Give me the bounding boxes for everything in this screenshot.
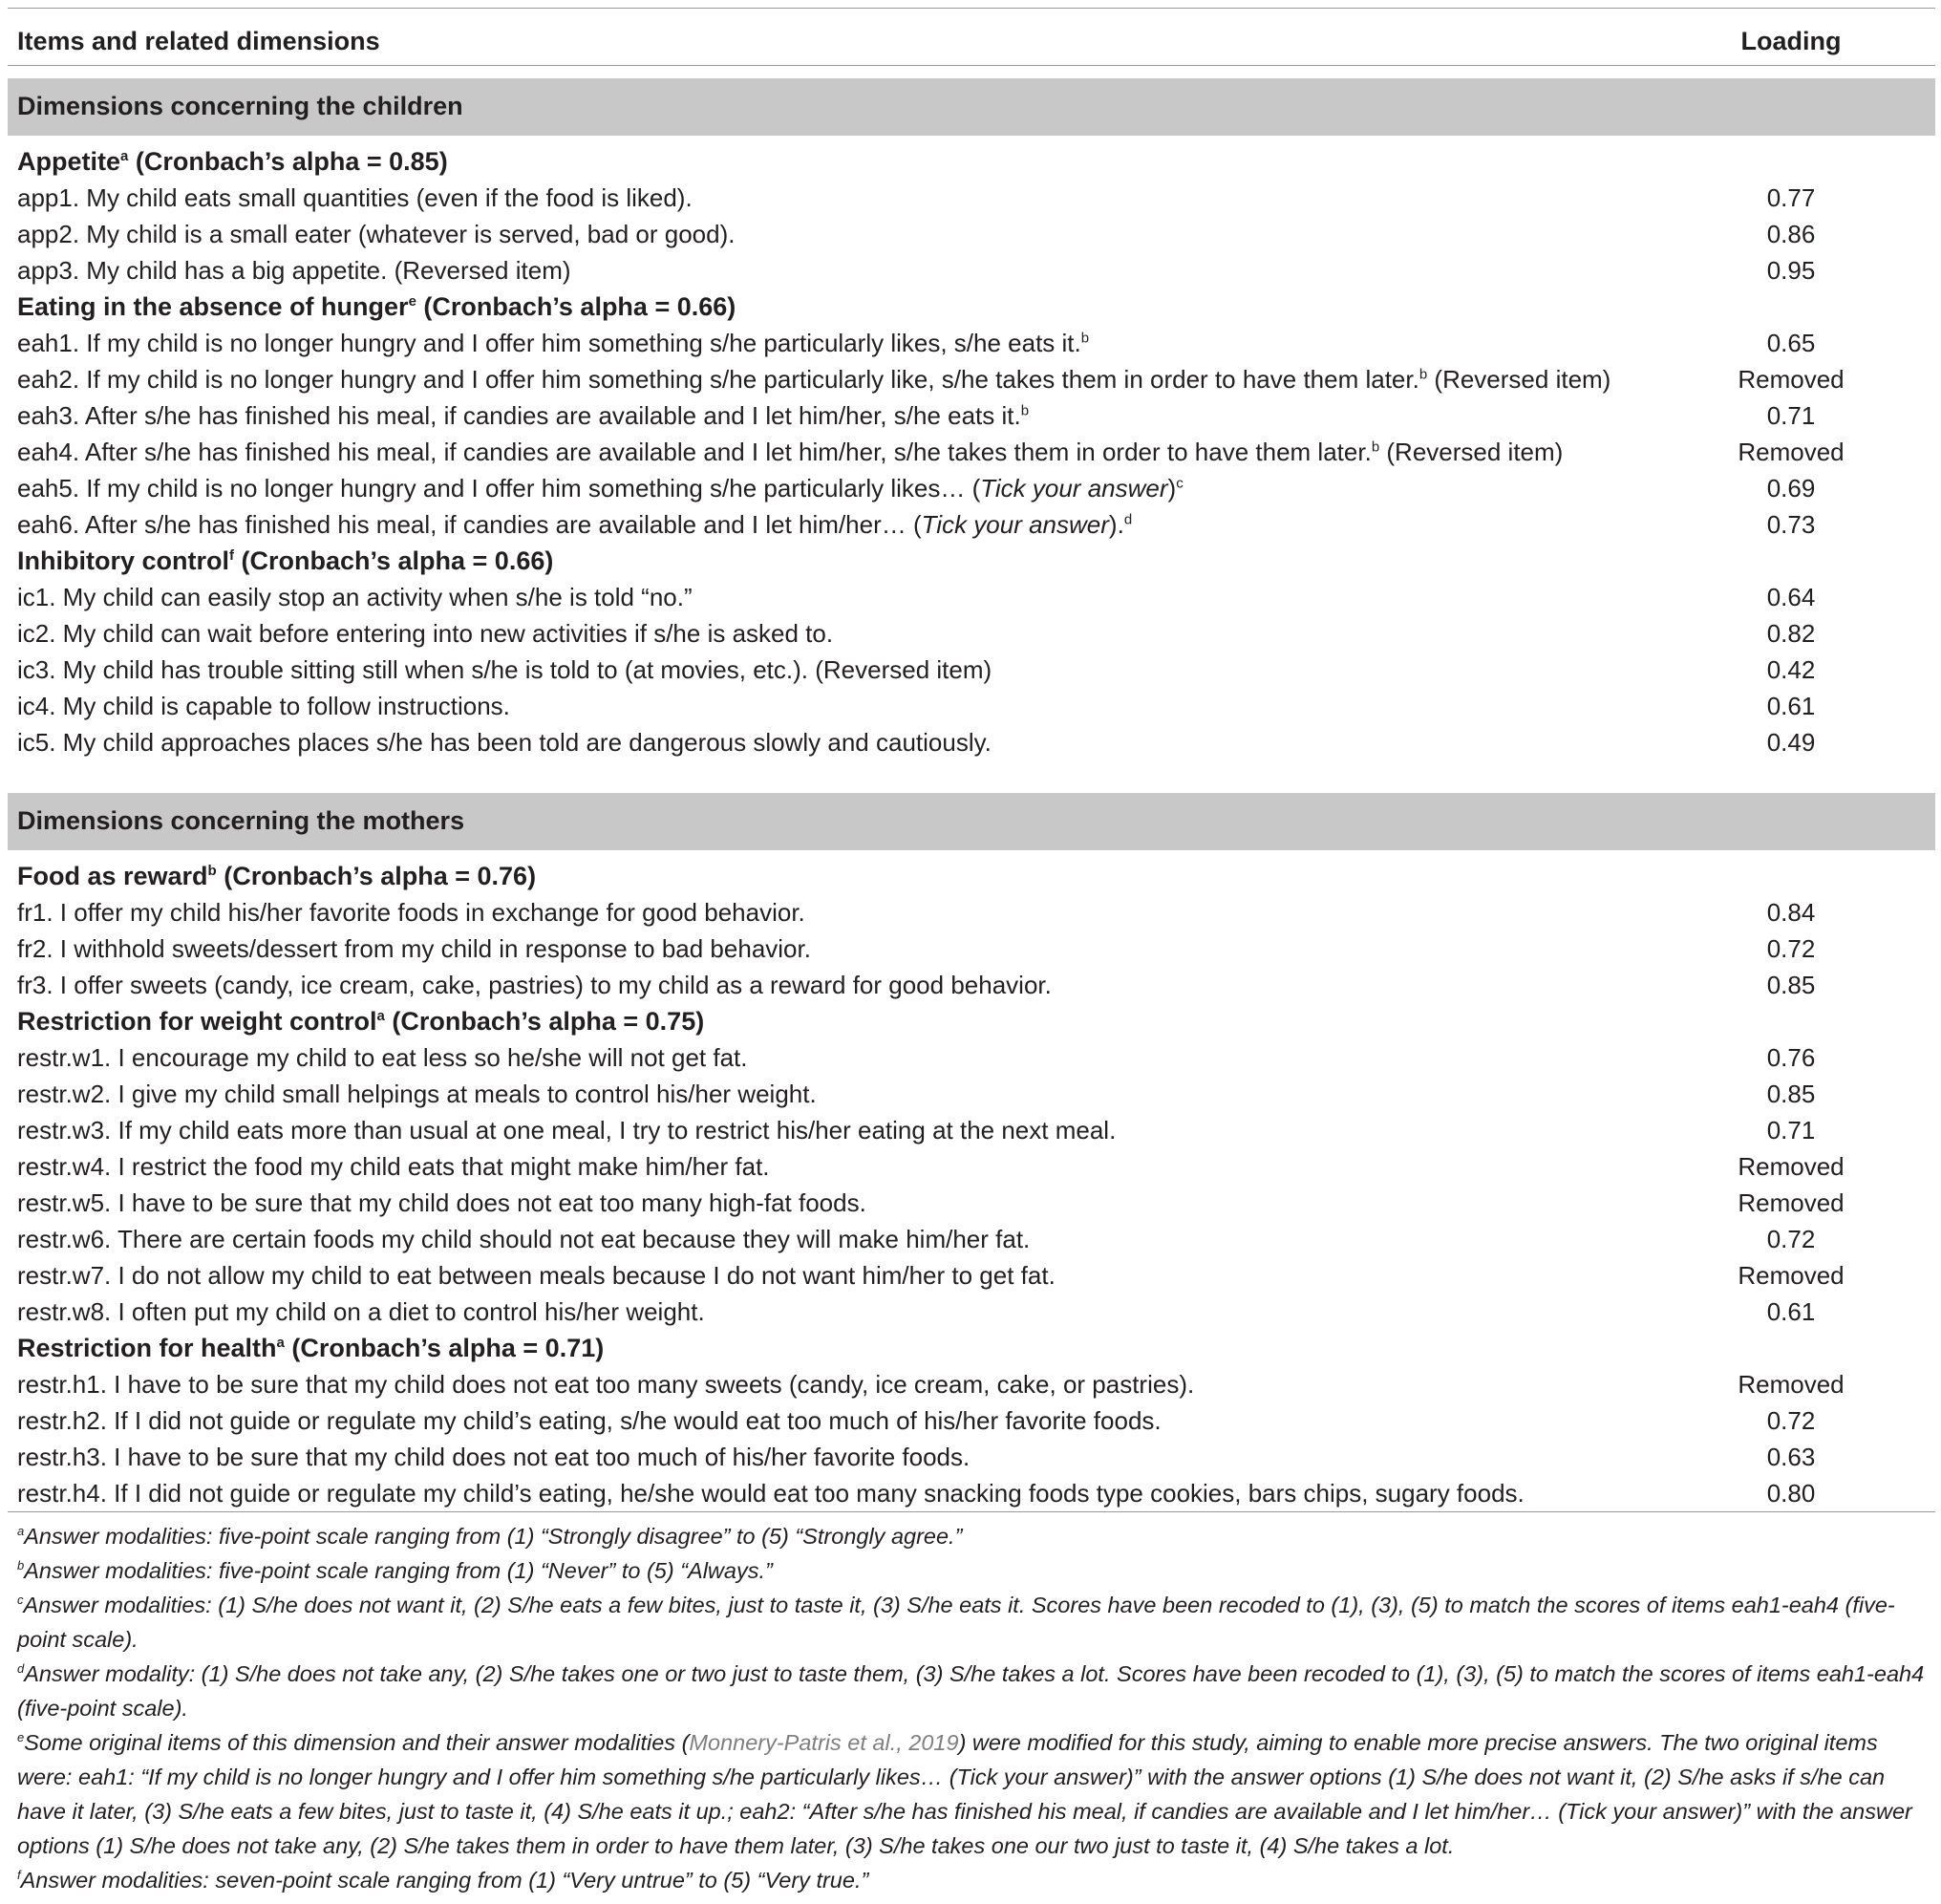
footnote: $^c$Answer modalities: (1) S/he does not want it, (2) S/he eats a few bites, just to taste it, (3) S/he eats it. Scores have been recoded to (1), (3), (5) to match the scores of items eah1-eah4 (five-point scale).	[17, 1593, 1895, 1652]
dimension-label: Eating in the absence of hunger$^e$ (Cronbach’s alpha = 0.66)	[17, 292, 736, 321]
footnote-marker: d	[17, 1661, 25, 1677]
item-text: fr3. I offer sweets (candy, ice cream, cake, pastries) to my child as a reward for good behavior.	[17, 971, 1052, 999]
item-loading: 0.72	[1766, 1225, 1816, 1253]
item-text: fr1. I offer my child his/her favorite foods in exchange for good behavior.	[17, 898, 805, 927]
item-text: restr.h1. I have to be sure that my child does not eat too many sweets (candy, ice cream, cake, or pastries).	[17, 1370, 1195, 1399]
bottom-rule	[8, 1511, 1935, 1512]
item-text: restr.h2. If I did not guide or regulate my child’s eating, s/he would eat too much of his/her favorite foods.	[17, 1406, 1162, 1435]
footnote-marker: e	[17, 1730, 25, 1745]
item-loading: 0.71	[1766, 1116, 1816, 1145]
item-text: eah4. After s/he has finished his meal, if candies are available and I let him/her, s/he takes them in order to have them later.$^b$ (Reversed item)	[17, 438, 1564, 466]
item-text: eah6. After s/he has finished his meal, if candies are available and I let him/her… (Tick your answer).$^d$	[17, 510, 1133, 539]
item-text: eah5. If my child is no longer hungry and I offer him something s/he particularly likes… (Tick your answer)$^c$	[17, 474, 1184, 503]
dimension-label: Restriction for health$^a$ (Cronbach’s alpha = 0.71)	[17, 1334, 605, 1362]
header-items-label: Items and related dimensions	[17, 27, 380, 55]
item-loading: 0.86	[1766, 220, 1816, 248]
item-loading: 0.84	[1766, 898, 1816, 927]
item-text: fr2. I withhold sweets/dessert from my child in response to bad behavior.	[17, 934, 811, 963]
item-text: restr.w4. I restrict the food my child eats that might make him/her fat.	[17, 1152, 770, 1181]
item-text: ic1. My child can easily stop an activity when s/he is told “no.”	[17, 583, 693, 611]
item-loading: 0.69	[1766, 474, 1816, 503]
item-loading: 0.95	[1766, 256, 1816, 285]
item-loading: 0.42	[1766, 655, 1816, 684]
item-text: ic4. My child is capable to follow instructions.	[17, 692, 510, 720]
footnote: $^e$Some original items of this dimension and their answer modalities (Monnery-Patris et al., 2019) were modified for this study, aiming to enable more precise answers. The two original items were: eah1: “If my child is no longer hungry and I offer him something s/he particularly likes… (Tick your answer)” with the answer options (1) S/he does not want it, (2) S/he asks if s/he can have it later, (3) S/he eats a few bites, just to taste it, (4) S/he eats it up.; eah2: “After s/he has finished his meal, if candies are available and I let him/her… (Tick your answer)” with the answer options (1) S/he does not take any, (2) S/he takes them in order to have them later, (3) S/he takes one our two just to taste it, (4) S/he takes a lot.	[17, 1730, 1912, 1858]
item-loading: 0.73	[1766, 510, 1816, 539]
header-loading-label: Loading	[1740, 27, 1842, 55]
header-rule	[8, 65, 1935, 66]
item-loading: 0.64	[1766, 583, 1816, 611]
item-text: app3. My child has a big appetite. (Reversed item)	[17, 256, 571, 285]
footnote-marker: e	[408, 293, 416, 310]
dimension-label: Appetite$^a$ (Cronbach’s alpha = 0.85)	[17, 147, 448, 176]
item-loading: 0.61	[1766, 692, 1816, 720]
item-loading: 0.80	[1766, 1479, 1816, 1508]
footnote-marker: a	[120, 148, 129, 164]
footnote-marker: f	[17, 1868, 21, 1883]
dimension-label: Food as reward$^b$ (Cronbach’s alpha = 0.76)	[17, 862, 537, 890]
item-loading: Removed	[1738, 1152, 1845, 1181]
footnote: $^f$Answer modalities: seven-point scale ranging from (1) “Very untrue” to (5) “Very true.”	[17, 1868, 869, 1893]
footnote-marker: b	[1020, 402, 1030, 419]
footnote-marker: b	[1080, 330, 1090, 347]
footnote-marker: d	[1123, 511, 1133, 528]
citation-link: Monnery-Patris et al., 2019	[689, 1730, 959, 1755]
item-text: restr.w2. I give my child small helpings at meals to control his/her weight.	[17, 1080, 817, 1108]
item-loading: 0.63	[1766, 1443, 1816, 1471]
item-text: restr.h4. If I did not guide or regulate my child’s eating, he/she would eat too many snacking foods type cookies, bars chips, sugary foods.	[17, 1479, 1525, 1508]
item-loading: 0.72	[1766, 1406, 1816, 1435]
item-text: restr.w5. I have to be sure that my child does not eat too many high-fat foods.	[17, 1188, 866, 1217]
item-text: ic3. My child has trouble sitting still when s/he is told to (at movies, etc.). (Reversed item)	[17, 655, 992, 684]
section-header	[8, 793, 1935, 850]
item-text: ic5. My child approaches places s/he has been told are dangerous slowly and cautiously.	[17, 728, 992, 757]
item-italic: Tick your answer	[980, 474, 1168, 503]
item-text: app2. My child is a small eater (whatever is served, bad or good).	[17, 220, 736, 248]
footnotes	[17, 1519, 1932, 1897]
item-loading: 0.85	[1766, 1080, 1816, 1108]
item-text: restr.h3. I have to be sure that my child does not eat too much of his/her favorite foods.	[17, 1443, 970, 1471]
section-title: Dimensions concerning the children	[17, 92, 463, 120]
footnote-marker: a	[276, 1335, 285, 1351]
item-loading: Removed	[1738, 1261, 1845, 1290]
item-italic: Tick your answer	[921, 510, 1109, 539]
item-text: app1. My child eats small quantities (even if the food is liked).	[17, 183, 693, 212]
footnote: $^a$Answer modalities: five-point scale ranging from (1) “Strongly disagree” to (5) “Strongly agree.”	[17, 1524, 963, 1549]
footnote-marker: f	[229, 547, 234, 564]
item-loading: 0.85	[1766, 971, 1816, 999]
footnote-marker: c	[1176, 475, 1184, 492]
item-text: restr.w3. If my child eats more than usual at one meal, I try to restrict his/her eating at the next meal.	[17, 1116, 1117, 1145]
item-loading: 0.71	[1766, 401, 1816, 430]
dimension-label: Inhibitory control$^f$ (Cronbach’s alpha = 0.66)	[17, 546, 554, 575]
item-loading: 0.82	[1766, 619, 1816, 648]
footnote-marker: b	[17, 1558, 25, 1573]
item-text: eah2. If my child is no longer hungry and I offer him something s/he particularly like, s/he takes them in order to have them later.$^b$ (Reversed item)	[17, 365, 1611, 394]
section-title: Dimensions concerning the mothers	[17, 806, 465, 835]
item-loading: 0.76	[1766, 1043, 1816, 1072]
footnote-marker: c	[17, 1593, 24, 1608]
footnote-marker: b	[1418, 366, 1428, 383]
item-text: restr.w6. There are certain foods my child should not eat because they will make him/her fat.	[17, 1225, 1031, 1253]
item-loading: 0.65	[1766, 329, 1816, 357]
top-rule	[8, 8, 1935, 9]
item-loading: 0.77	[1766, 183, 1816, 212]
item-loading: 0.61	[1766, 1297, 1816, 1326]
item-text: eah1. If my child is no longer hungry and I offer him something s/he particularly likes, s/he eats it.$^b$	[17, 329, 1090, 357]
item-text: eah3. After s/he has finished his meal, if candies are available and I let him/her, s/he eats it.$^b$	[17, 401, 1030, 430]
footnote-marker: b	[1371, 439, 1380, 456]
footnote-marker: a	[17, 1524, 25, 1539]
item-loading: 0.72	[1766, 934, 1816, 963]
item-text: ic2. My child can wait before entering into new activities if s/he is asked to.	[17, 619, 834, 648]
item-loading: Removed	[1738, 1370, 1845, 1399]
dimension-label: Restriction for weight control$^a$ (Cronbach’s alpha = 0.75)	[17, 1007, 705, 1036]
item-text: restr.w7. I do not allow my child to eat between meals because I do not want him/her to get fat.	[17, 1261, 1056, 1290]
item-loading: Removed	[1738, 438, 1845, 466]
item-text: restr.w1. I encourage my child to eat less so he/she will not get fat.	[17, 1043, 748, 1072]
footnote-marker: a	[376, 1008, 385, 1024]
item-loading: Removed	[1738, 1188, 1845, 1217]
item-loading: 0.49	[1766, 728, 1816, 757]
footnote-marker: b	[207, 863, 217, 879]
item-loading: Removed	[1738, 365, 1845, 394]
footnote: $^d$Answer modality: (1) S/he does not take any, (2) S/he takes one or two just to taste them, (3) S/he takes a lot. Scores have been recoded to (1), (3), (5) to match the scores of items eah1-eah4 (five-point scale).	[17, 1661, 1925, 1721]
item-text: restr.w8. I often put my child on a diet to control his/her weight.	[17, 1297, 705, 1326]
footnote: $^b$Answer modalities: five-point scale ranging from (1) “Never” to (5) “Always.”	[17, 1558, 773, 1583]
section-header	[8, 78, 1935, 136]
